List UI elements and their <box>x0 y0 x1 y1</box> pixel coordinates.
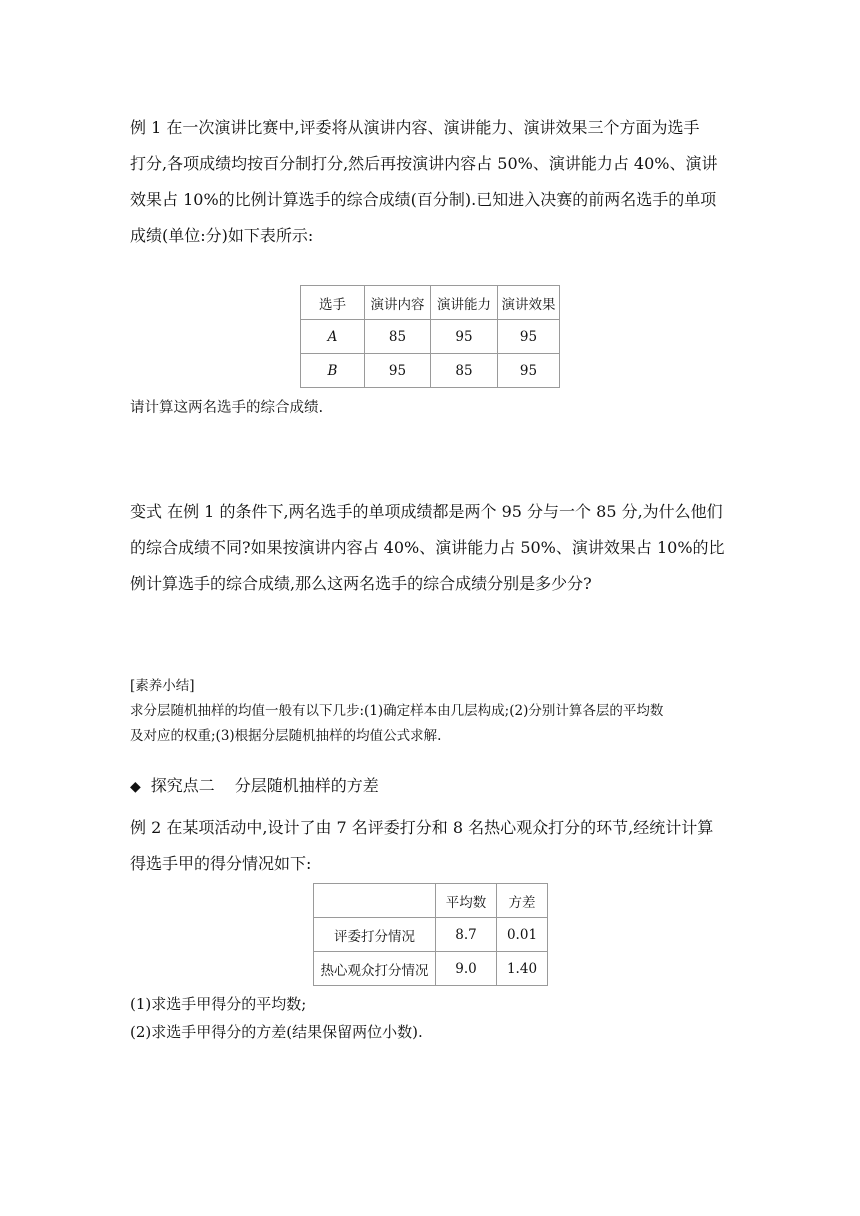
header-cell: 演讲能力 <box>431 286 498 320</box>
variant-line: 的综合成绩不同?如果按演讲内容占 40%、演讲能力占 50%、演讲效果占 10%的比 <box>130 538 725 557</box>
table-cell: 85 <box>431 354 498 388</box>
example2-text <box>130 810 730 882</box>
table-row <box>301 320 560 354</box>
table-cell: B <box>301 354 365 388</box>
table-row <box>301 354 560 388</box>
table-cell: 1.40 <box>497 952 548 986</box>
summary-line: 及对应的权重;(3)根据分层随机抽样的均值公式求解. <box>130 728 442 744</box>
example1-text <box>130 110 730 254</box>
table-header-row <box>314 884 548 918</box>
diamond-bullet-icon: ◆ <box>130 779 141 795</box>
example1-line: 效果占 10%的比例计算选手的综合成绩(百分制).已知进入决赛的前两名选手的单项 <box>130 190 717 209</box>
section-prefix: 探究点二 <box>150 776 215 795</box>
header-cell: 方差 <box>497 884 548 918</box>
table-cell: 95 <box>365 354 431 388</box>
header-cell: 平均数 <box>436 884 497 918</box>
question-text: 请计算这两名选手的综合成绩. <box>130 400 324 416</box>
example2-line: 例 2 在某项活动中,设计了由 7 名评委打分和 8 名热心观众打分的环节,经统计计算 <box>130 818 714 837</box>
table-cell: 9.0 <box>436 952 497 986</box>
table-cell: 评委打分情况 <box>314 918 436 952</box>
example1-line: 打分,各项成绩均按百分制打分,然后再按演讲内容占 50%、演讲能力占 40%、演讲 <box>130 154 718 173</box>
table-header-row <box>301 286 560 320</box>
table-cell: 95 <box>498 354 560 388</box>
header-cell <box>314 884 436 918</box>
header-cell: 选手 <box>301 286 365 320</box>
example2-questions <box>130 990 730 1046</box>
variant-line: 例计算选手的综合成绩,那么这两名选手的综合成绩分别是多少分? <box>130 574 592 593</box>
header-cell: 演讲效果 <box>498 286 560 320</box>
question-text: (1)求选手甲得分的平均数; <box>130 995 307 1013</box>
header-cell: 演讲内容 <box>365 286 431 320</box>
example1-line: 成绩(单位:分)如下表所示: <box>130 226 314 245</box>
variant-line: 变式 在例 1 的条件下,两名选手的单项成绩都是两个 95 分与一个 85 分,为什么他们 <box>130 502 723 521</box>
variant-text <box>130 494 730 602</box>
table-cell: 热心观众打分情况 <box>314 952 436 986</box>
table-cell: A <box>301 320 365 354</box>
table-row <box>314 952 548 986</box>
example2-score-table <box>313 883 548 986</box>
summary-line: 求分层随机抽样的均值一般有以下几步:(1)确定样本由几层构成;(2)分别计算各层的平均数 <box>130 703 664 719</box>
table-cell: 8.7 <box>436 918 497 952</box>
example1-line: 例 1 在一次演讲比赛中,评委将从演讲内容、演讲能力、演讲效果三个方面为选手 <box>130 118 700 137</box>
section-heading <box>130 774 379 799</box>
example1-score-table <box>300 285 560 388</box>
table-row <box>314 918 548 952</box>
summary-block <box>130 674 730 749</box>
question-text: (2)求选手甲得分的方差(结果保留两位小数). <box>130 1023 423 1041</box>
example1-question <box>130 396 730 421</box>
summary-title: [素养小结] <box>130 678 195 694</box>
example2-line: 得选手甲的得分情况如下: <box>130 854 312 873</box>
table-cell: 85 <box>365 320 431 354</box>
section-title: 分层随机抽样的方差 <box>234 776 379 795</box>
table-cell: 0.01 <box>497 918 548 952</box>
table-cell: 95 <box>498 320 560 354</box>
table-cell: 95 <box>431 320 498 354</box>
